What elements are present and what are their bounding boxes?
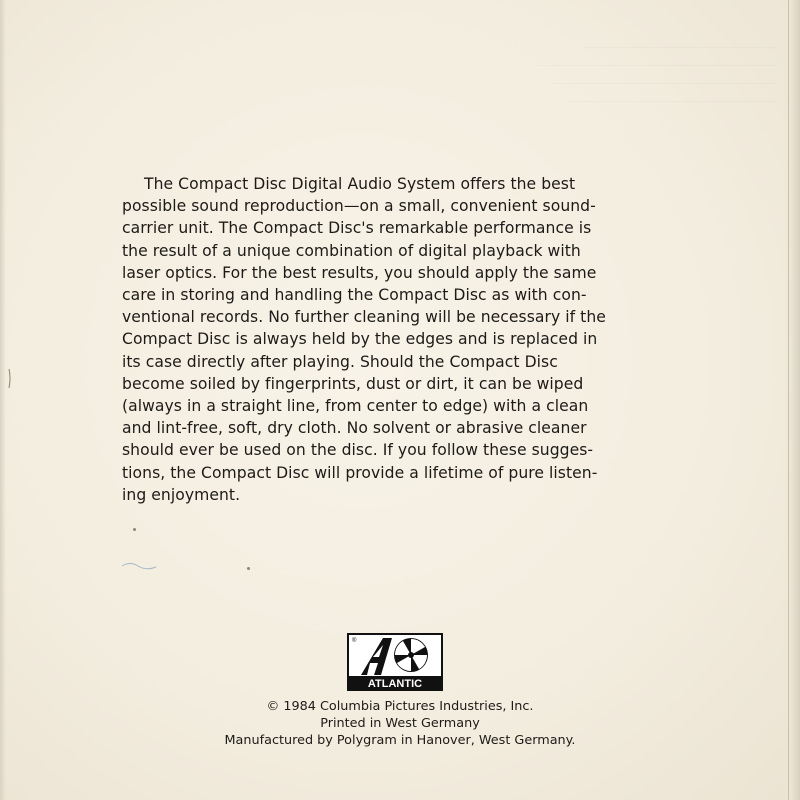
- page-left-edge: [0, 0, 6, 800]
- atlantic-logo: [347, 633, 443, 691]
- page-spine-fold: [784, 0, 800, 800]
- paper-speck: [133, 528, 136, 531]
- edge-mark: [6, 368, 12, 390]
- printed-line: Printed in West Germany: [320, 716, 480, 732]
- paragraph-line: become soiled by fingerprints, dust or dirt, it can be wiped: [122, 374, 584, 393]
- paragraph-line: the result of a unique combination of digital playback with: [122, 241, 581, 260]
- paragraph-line: care in storing and handling the Compact Disc as with con-: [122, 286, 587, 305]
- logo-label: ATLANTIC: [367, 678, 423, 690]
- manufactured-line: Manufactured by Polygram in Hanover, West Germany.: [224, 733, 576, 749]
- paragraph-line: ventional records. No further cleaning will be necessary if the: [122, 308, 606, 327]
- show-through-texture: [456, 30, 776, 102]
- registered-mark: ®: [352, 638, 357, 644]
- paragraph-line: laser optics. For the best results, you should apply the same: [122, 263, 597, 282]
- paragraph-line: and lint-free, soft, dry cloth. No solvent or abrasive cleaner: [122, 419, 587, 438]
- paper-speck: [247, 567, 250, 570]
- paragraph-line: carrier unit. The Compact Disc's remarkable performance is: [122, 219, 592, 238]
- paragraph-line: Compact Disc is always held by the edges and is replaced in: [122, 330, 598, 349]
- paragraph-line: possible sound reproduction—on a small, convenient sound-: [122, 197, 596, 216]
- paragraph-line: its case directly after playing. Should the Compact Disc: [122, 352, 558, 371]
- care-instructions-paragraph: [122, 173, 682, 506]
- paragraph-line: should ever be used on the disc. If you follow these sugges-: [122, 441, 594, 460]
- copyright-line: © 1984 Columbia Pictures Industries, Inc.: [266, 699, 534, 714]
- paragraph-line: ing enjoyment.: [122, 485, 241, 504]
- credits-block: [150, 698, 650, 750]
- paragraph-line: (always in a straight line, from center to edge) with a clean: [122, 397, 589, 416]
- paragraph-line: The Compact Disc Digital Audio System offers the best: [144, 175, 576, 193]
- paper-mark: [120, 560, 160, 572]
- paragraph-line: tions, the Compact Disc will provide a lifetime of pure listen-: [122, 463, 598, 482]
